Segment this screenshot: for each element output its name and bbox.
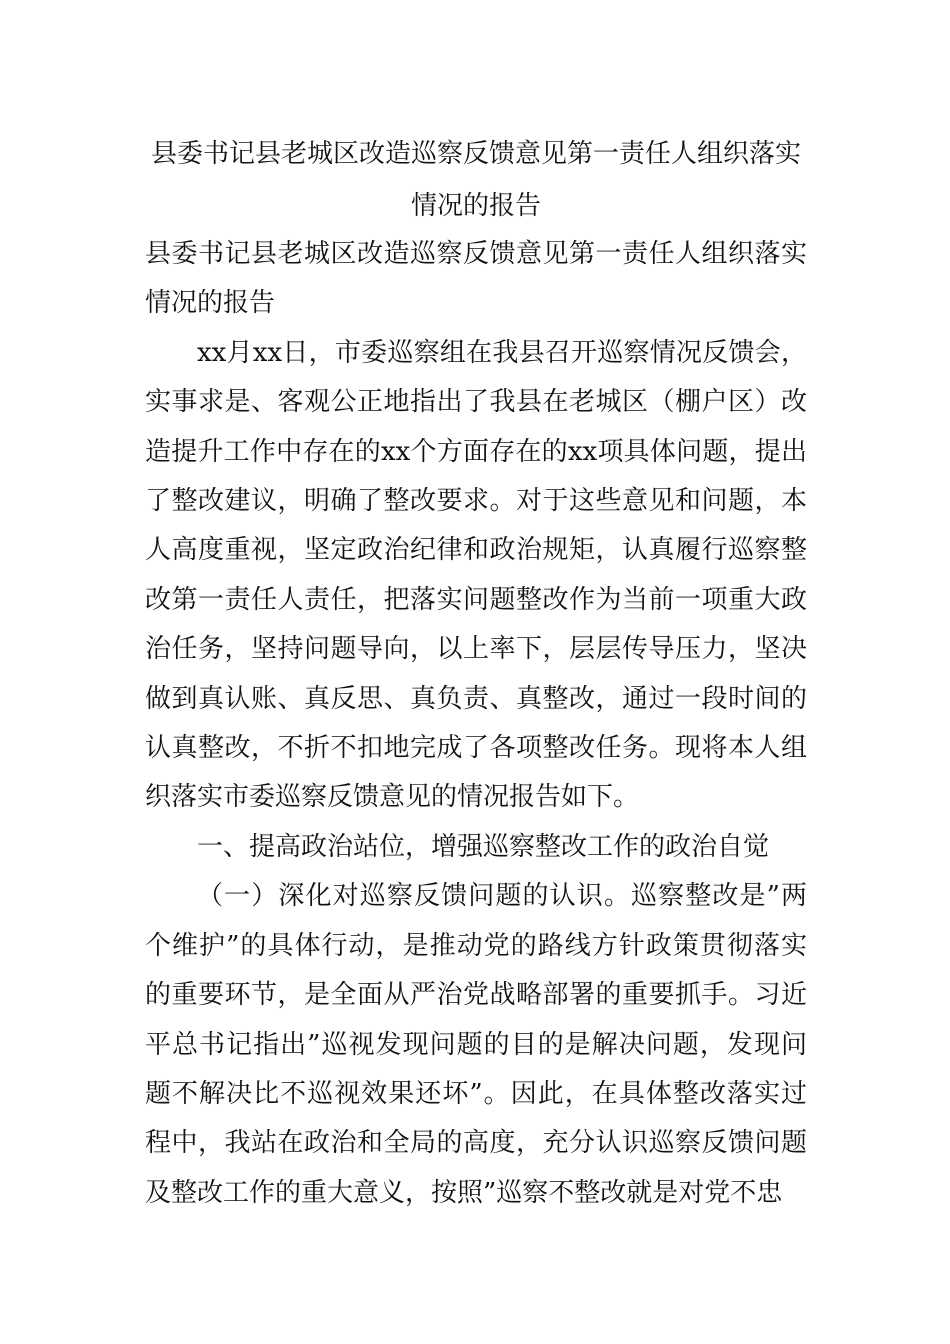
section-heading-1: 一、提高政治站位，增强巡察整改工作的政治自觉 <box>197 831 770 862</box>
paragraph-intro: xx月xx日，市委巡察组在我县召开巡察情况反馈会，实事求是、客观公正地指出了我县在老城区（棚户区）改造提升工作中存在的xx个方面存在的xx项具体问题，提出了整改建议，明确了整改要求。对于这些意见和问题，本人高度重视，坚定政治纪律和政治规矩，认真履行巡察整改第一责任人责任，把落实问题整改作为当前一项重大政治任务，坚持问题导向，以上率下，层层传导压力，坚决做到真认账、真反思、真负责、真整改，通过一段时间的认真整改，不折不扣地完成了各项整改任务。现将本人组织落实市委巡察反馈意见的情况报告如下。 <box>145 337 807 813</box>
document-body <box>145 230 807 1218</box>
paragraph-section-1-1: （一）深化对巡察反馈问题的认识。巡察整改是”两个维护”的具体行动，是推动党的路线方针政策贯彻落实的重要环节，是全面从严治党战略部署的重要抓手。习近平总书记指出”巡视发现问题的目的是解决问题，发现问题不解决比不巡视效果还坏”。因此，在具体整改落实过程中，我站在政治和全局的高度，充分认识巡察反馈问题及整改工作的重大意义，按照”巡察不整改就是对党不忠 <box>145 881 807 1208</box>
document-subtitle: 县委书记县老城区改造巡察反馈意见第一责任人组织落实情况的报告 <box>145 239 807 319</box>
document-title: 县委书记县老城区改造巡察反馈意见第一责任人组织落实情况的报告 <box>150 139 801 221</box>
